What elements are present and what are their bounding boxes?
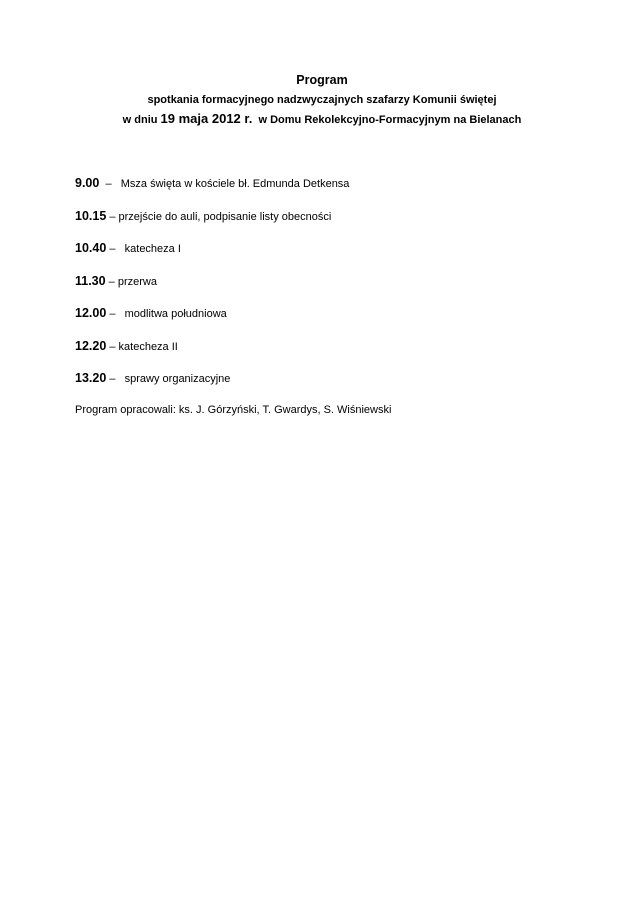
schedule-item <box>75 305 595 338</box>
schedule-time: 10.40 <box>75 241 107 255</box>
schedule-item <box>75 370 595 403</box>
date-prefix: w dniu <box>122 114 158 126</box>
schedule-time: 12.00 <box>75 306 107 320</box>
schedule-time: 12.20 <box>75 338 107 353</box>
schedule-dash: – <box>105 178 112 190</box>
document-header <box>0 72 644 128</box>
schedule-description: Msza święta w kościele bł. Edmunda Detkensa <box>120 178 350 190</box>
schedule-description: przejście do auli, podpisanie listy obecności <box>118 210 332 223</box>
document-subtitle: spotkania formacyjnego nadzwyczajnych szafarzy Komunii świętej <box>147 94 497 106</box>
schedule-dash: – <box>109 373 116 385</box>
schedule-dash: – <box>109 243 116 255</box>
event-location: w Domu Rekolekcyjno-Formacyjnym na Bielanach <box>258 114 522 126</box>
event-date: 19 maja 2012 r. <box>160 111 253 126</box>
schedule-item <box>75 240 595 273</box>
schedule-description: modlitwa południowa <box>124 308 227 320</box>
schedule-item <box>75 338 595 371</box>
schedule-list <box>75 175 595 403</box>
schedule-dash: – <box>108 275 115 288</box>
schedule-description: przerwa <box>117 275 157 288</box>
schedule-time: 10.15 <box>75 208 107 223</box>
schedule-dash: – <box>109 308 116 320</box>
schedule-item <box>75 273 595 306</box>
schedule-description: katecheza I <box>124 243 181 255</box>
schedule-dash: – <box>109 210 116 223</box>
schedule-item <box>75 175 595 208</box>
schedule-time: 13.20 <box>75 371 107 385</box>
schedule-time: 11.30 <box>75 273 106 288</box>
schedule-time: 9.00 <box>75 176 100 190</box>
schedule-item <box>75 208 595 241</box>
date-location-line <box>0 111 644 128</box>
schedule-dash: – <box>109 340 116 353</box>
document-title: Program <box>296 73 348 87</box>
schedule-description: katecheza II <box>118 340 178 353</box>
schedule-description: sprawy organizacyjne <box>124 373 231 385</box>
program-authors: Program opracowali: ks. J. Górzyński, T. Gwardys, S. Wiśniewski <box>75 404 392 416</box>
